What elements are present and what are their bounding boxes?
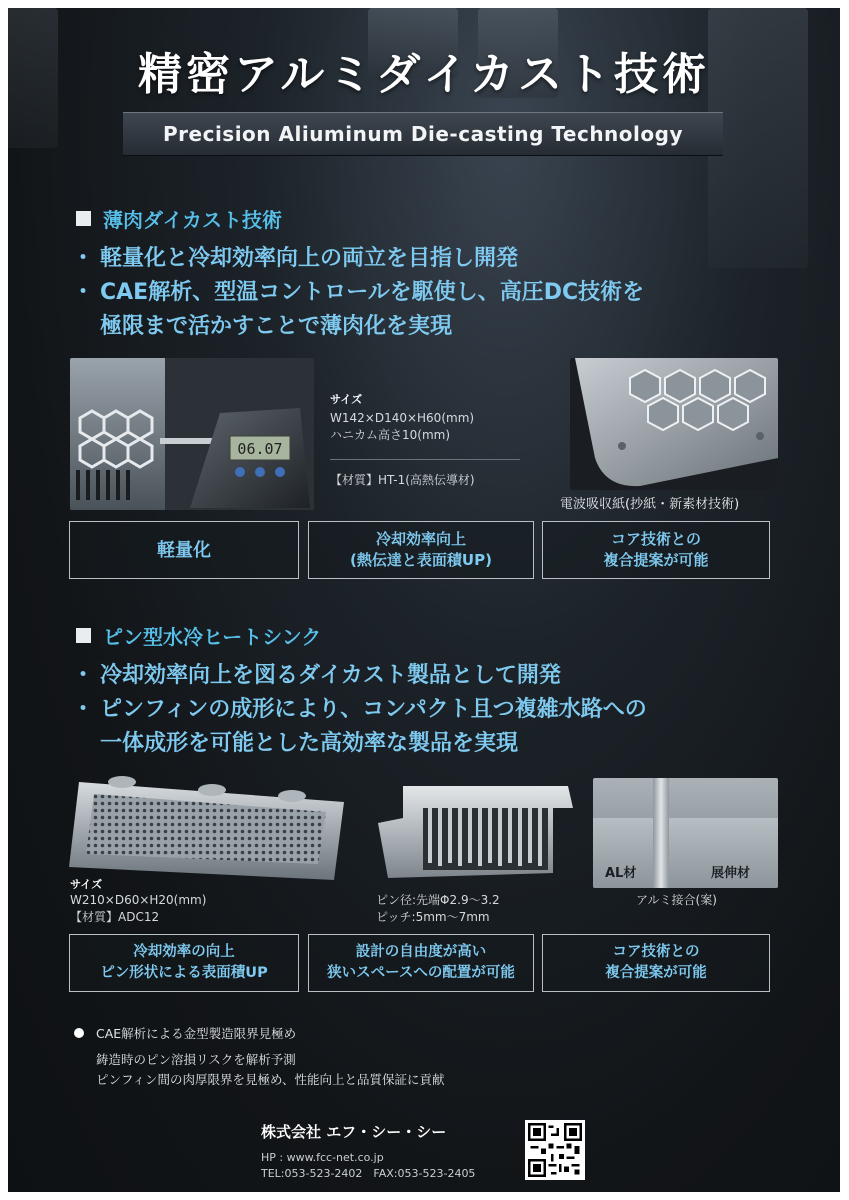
honeycomb-caliper-photo: [70, 358, 314, 510]
section1-bullets: [72, 242, 772, 344]
feature-box: コア技術との 複合提案が可能: [542, 934, 770, 992]
note-main: [74, 1024, 445, 1042]
section1-title: 薄肉ダイカスト技術: [103, 208, 282, 232]
photo2-caption: 電波吸収紙(抄紙・新素材技術): [560, 497, 740, 512]
title-area: [8, 38, 840, 102]
aluminum-joint-photo: [593, 778, 778, 888]
bullet-text: 冷却効率向上を図るダイカスト製品として開発: [100, 663, 561, 688]
spec-size-text: W210×D60×H20(mm) 【材質】ADC12: [70, 893, 207, 924]
feature-box: 設計の自由度が高い 狭いスペースへの配置が可能: [308, 934, 534, 992]
feature-box: 軽量化: [69, 521, 299, 579]
company-info: [261, 1121, 475, 1182]
company-tel: TEL:053-523-2402 FAX:053-523-2405: [261, 1167, 476, 1180]
ext-label: 展伸材: [711, 866, 751, 881]
circle-bullet-icon: [74, 1028, 84, 1038]
pin-heatsink-photo: [64, 772, 354, 890]
caliper-readout: 06.07: [237, 440, 283, 458]
feature-box: コア技術との 複合提案が可能: [542, 521, 770, 579]
spec-material-text: 【材質】HT-1(高熱伝導材): [330, 473, 475, 487]
section2-heading: [76, 621, 321, 650]
section2-title: ピン型水冷ヒートシンク: [103, 625, 322, 649]
page-subtitle: Precision Aliuminum Die-casting Technology: [163, 122, 683, 146]
honeycomb-tray-photo: [570, 358, 778, 490]
bullet-text: ピンフィンの成形により、コンパクト且つ複雑水路への 一体成形を可能とした高効率な製品を実現: [100, 697, 647, 756]
note-sub: 鋳造時のピン溶損リスクを解析予測: [96, 1052, 296, 1067]
qr-code-icon[interactable]: [525, 1120, 585, 1180]
spec-label: サイズ: [330, 393, 363, 406]
section2-bullets: [72, 659, 772, 761]
flyer-sheet: [8, 8, 840, 1192]
bullet-item: ・ CAE解析、型温コントロールを駆使し、高圧DC技術を 極限まで活かすことで薄肉化を実現: [72, 276, 772, 344]
bullet-text: CAE解析、型温コントロールを駆使し、高圧DC技術を 極限まで活かすことで薄肉化を実現: [100, 280, 645, 339]
al-label: AL材: [605, 866, 637, 881]
spec-size-text: W142×D140×H60(mm) ハニカム高さ10(mm): [330, 411, 475, 442]
bullet-item: ・ ピンフィンの成形により、コンパクト且つ複雑水路への 一体成形を可能とした高効率な製品を実現: [72, 693, 772, 761]
joint-seam: [653, 778, 669, 888]
bullet-item: ・ 軽量化と冷却効率向上の両立を目指し開発: [72, 242, 772, 276]
square-bullet-icon: [76, 211, 91, 226]
note-main-text: CAE解析による金型製造限界見極め: [96, 1026, 297, 1041]
notes: [74, 1024, 445, 1090]
cross-section-photo: [368, 778, 578, 888]
page-title: 精密アルミダイカスト技術: [137, 49, 711, 100]
pin-spec-text: ピン径:先端Φ2.9〜3.2 ピッチ:5mm〜7mm: [376, 893, 500, 924]
feature-box: 冷却効率向上 (熱伝達と表面積UP): [308, 521, 534, 579]
spec-label: サイズ: [70, 878, 103, 891]
subtitle-bar: [123, 112, 723, 156]
bullet-item: ・ 冷却効率向上を図るダイカスト製品として開発: [72, 659, 772, 693]
photo3-caption: アルミ接合(案): [636, 893, 717, 907]
bullet-text: 軽量化と冷却効率向上の両立を目指し開発: [100, 246, 519, 271]
note-sub: ピンフィン間の肉厚限界を見極め、性能向上と品質保証に貢献: [96, 1072, 445, 1087]
feature-box: 冷却効率の向上 ピン形状による表面積UP: [69, 934, 299, 992]
section1-heading: [76, 204, 282, 233]
company-name: 株式会社 エフ・シー・シー: [261, 1123, 447, 1141]
square-bullet-icon: [76, 628, 91, 643]
divider: [330, 459, 520, 460]
company-hp[interactable]: HP : www.fcc-net.co.jp: [261, 1151, 384, 1164]
